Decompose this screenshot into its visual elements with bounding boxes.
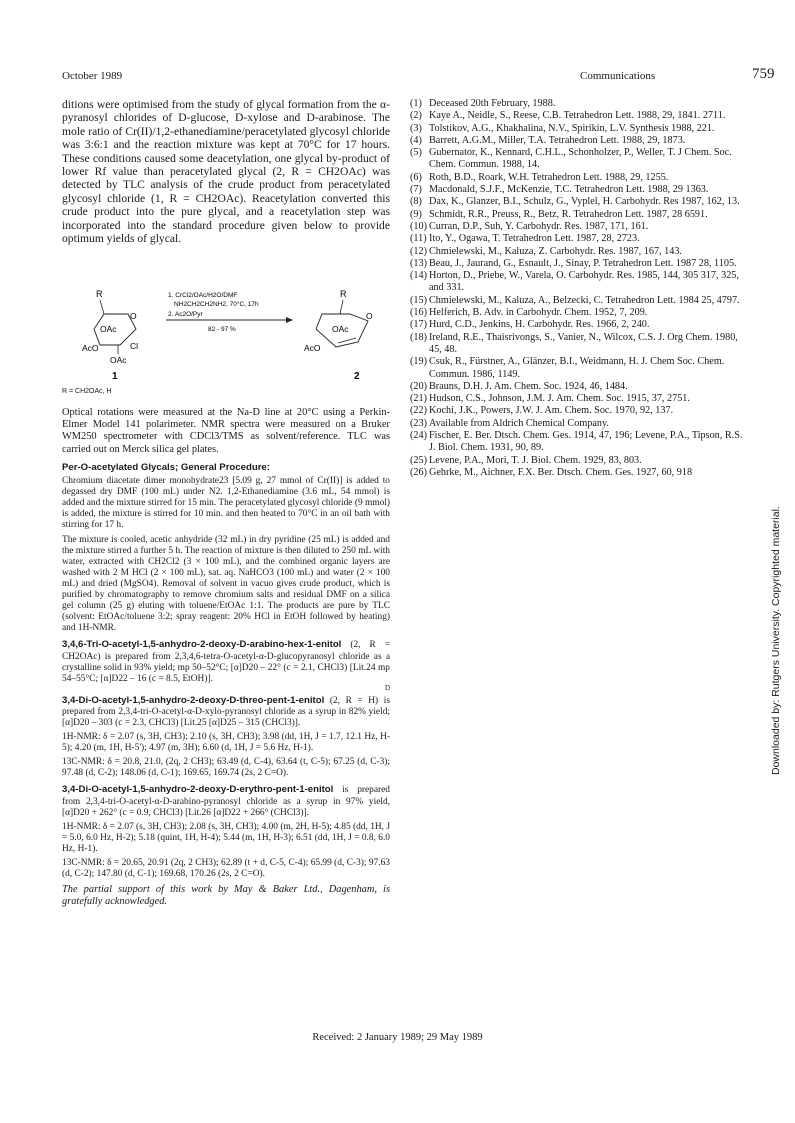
received-date: Received: 2 January 1989; 29 May 1989 — [312, 1032, 483, 1043]
reference-number: (8) — [410, 196, 422, 208]
compound-2-text: (2, R = H) is prepared from 2,3,4-tri-O-acetyl-α-D-xylo-pyranosyl chloride as a syrup in 82% yield; [α]D20 – 303 (c = 2.3, CHCl3) [Lit.25 [α]D25 – 315 (CHCl3)]. — [62, 695, 390, 728]
compound-3-hnmr: 1H-NMR: δ = 2.07 (s, 3H, CH3); 2.08 (s, 3H, CH3); 4.00 (m, 2H, H-5); 4.85 (dd, 1H, J = 5.0, 6.0 Hz, H-2); 5.18 (quint, 1H, H-4); 5.44 (m, 1H, H-3); 6.51 (dd, 1H, J = 0.8, 6.0 Hz, H-1). — [62, 821, 390, 854]
reference-number: (18) — [410, 331, 427, 343]
reference-item — [410, 209, 750, 221]
scheme-yield: 82 - 97 % — [208, 326, 236, 333]
reference-item — [410, 393, 750, 405]
reference-item — [410, 233, 750, 245]
procedure-paragraph-1: Chromium diacetate dimer monohydrate23 [5.09 g, 27 mmol of Cr(II)] is added to degassed dry DMF (100 mL) under N2. 1,2-Ethanediamine (3.6 mL, 54 mmol) is added and the mixture stirred for 15 min. The peracetylated glycosyl chloride (9 mmol) is added, the mixture is stirred for 10 min. and then heated to 70°C in an oil bath with stirring for 17 h. — [62, 476, 390, 531]
reaction-scheme — [82, 287, 390, 382]
reference-text: Chmielewski, M., Kaluza, Z. Carbohydr. Res. 1987, 167, 143. — [429, 245, 682, 257]
intro-text: ditions were optimised from the study of glycal formation from the α-pyranosyl chlorides of D-glucose, D-xylose and D-arabinose. The mole ratio of Cr(II)/1,2-ethanediamine/peracetylated glycosyl chloride was 3:6:1 and the reaction mixture was kept at 70°C for 17 hours. These conditions caused some deacetylation, one glycal by-product of lower Rf value than peracetylated glycal (2, R = CH2OAc) was detected by TLC analysis of the crude product from peracetylated glycosyl chloride (1, R = CH2OAc). Reacetylation converted this crude product into the pure glycal, and a reacetylation step was incorporated into the standard procedure given below to provide optimum yields of glycal. — [62, 98, 390, 246]
reference-item — [410, 123, 750, 135]
reference-text: Available from Aldrich Chemical Company. — [429, 417, 609, 429]
scheme-oac-2: OAc — [110, 355, 127, 365]
running-header-section: Communications — [580, 70, 656, 82]
reference-number: (26) — [410, 466, 427, 478]
reference-number: (7) — [410, 184, 422, 196]
reference-text: Beau, J., Jaurand, G., Esnault, J., Sinay, P. Tetrahedron Lett. 1987 28, 1105. — [429, 257, 737, 269]
reference-item — [410, 184, 750, 196]
acknowledgement: The partial support of this work by May & Baker Ltd., Dagenham, is gratefully acknowledged. — [62, 884, 390, 908]
compound-3-cnmr: 13C-NMR: δ = 20.65, 20.91 (2q, 2 CH3); 62.89 (t + d, C-5, C-4); 65.99 (d, C-3); 97.63 (d, C-2); 147.80 (d, C-1); 169.68, 170.26 (2s, 2 C=O). — [62, 858, 390, 880]
scheme-ring-o-right: O — [366, 311, 373, 321]
reference-item — [410, 467, 750, 479]
reference-text: Levene, P.A., Mori, T. J. Biol. Chem. 1929, 83, 803. — [429, 454, 642, 466]
reference-text: Curran, D.P., Suh, Y. Carbohydr. Res. 1987, 171, 161. — [429, 220, 649, 232]
compound-2-cnmr: 13C-NMR: δ = 20.8, 21.0, (2q, 2 CH3); 63.49 (d, C-4), 63.64 (t, C-5); 67.25 (d, C-3); 97.48 (d, C-2); 148.06 (d, C-1); 169.65, 169.74 (2s, 2 C=O). — [62, 757, 390, 779]
reference-item — [410, 381, 750, 393]
reference-text: Ito, Y., Ogawa, T. Tetrahedron Lett. 1987, 28, 2723. — [429, 233, 640, 245]
page-number: 759 — [752, 66, 775, 82]
reference-text: Csuk, R., Fürstner, A., Glänzer, B.I., Weidmann, H. J. Chem Soc. Chem. Commun. 1986, 1149. — [429, 356, 725, 380]
reference-text: Brauns, D.H. J. Am. Chem. Soc. 1924, 46, 1484. — [429, 380, 628, 392]
compound-3-heading: 3,4-Di-O-acetyl-1,5-anhydro-2-deoxy-D-erythro-pent-1-enitol — [62, 784, 334, 796]
procedure-heading: Per-O-acetylated Glycals; General Procedure: — [62, 462, 270, 473]
reference-item — [410, 221, 750, 233]
reference-text: Roth, B.D., Roark, W.H. Tetrahedron Lett. 1988, 29, 1255. — [429, 171, 669, 183]
reference-number: (4) — [410, 134, 422, 146]
scheme-aco-1: AcO — [82, 343, 99, 353]
scheme-r-right: R — [340, 289, 347, 299]
reference-item — [410, 270, 750, 295]
intro-paragraph — [62, 98, 390, 245]
reference-number: (2) — [410, 110, 422, 122]
scheme-cl: Cl — [130, 341, 139, 351]
reference-text: Barrett, A.G.M., Miller, T.A. Tetrahedron Lett. 1988, 29, 1873. — [429, 134, 686, 146]
compound-3-block — [62, 784, 390, 818]
compound-1-text: (2, R = CH2OAc) is prepared from 2,3,4,6-tetra-O-acetyl-α-D-glucopyranosyl chloride as a crystalline solid in 93% yield; mp 50–52°C; [α]D20 – 22° (c = 2.1, CHCl3) [Lit.24 mp 54–55°C; [α]D22 – 16 (c = 8.5, EtOH)]. — [62, 640, 390, 684]
reference-item — [410, 332, 750, 357]
compound-2-hnmr: 1H-NMR: δ = 2.07 (s, 3H, CH3); 2.10 (s, 3H, CH3); 3.98 (dd, 1H, J = 1.7, 12.1 Hz, H-5); 4.20 (m, 1H, H-5'); 4.97 (m, 3H); 6.60 (d, 1H, J = 5.6 Hz, H-1). — [62, 732, 390, 754]
reference-text: Hudson, C.S., Johnson, J.M. J. Am. Chem. Soc. 1915, 37, 2751. — [429, 393, 690, 405]
scheme-reagent-line2: NH2CH2CH2NH2, 70°C, 17h — [174, 301, 259, 308]
reference-item — [410, 135, 750, 147]
reference-number: (13) — [410, 257, 427, 269]
reference-number: (20) — [410, 380, 427, 392]
reference-text: Schmidt, R.R., Preuss, R., Betz, R. Tetrahedron Lett. 1987, 28 6591. — [429, 208, 708, 220]
compound-label-1: 1 — [112, 371, 118, 382]
reference-item — [410, 196, 750, 208]
reference-number: (14) — [410, 270, 427, 282]
reference-item — [410, 110, 750, 122]
reference-number: (24) — [410, 430, 427, 442]
reference-number: (17) — [410, 319, 427, 331]
scheme-reagent-line3: 2. Ac2O/Pyr — [168, 311, 203, 318]
scheme-oac-1: OAc — [100, 324, 117, 334]
reference-text: Macdonald, S.J.F., McKenzie, T.C. Tetrahedron Lett. 1988, 29 1363. — [429, 184, 709, 196]
reference-item — [410, 295, 750, 307]
reference-text: Hurd, C.D., Jenkins, H. Carbohydr. Res. 1966, 2, 240. — [429, 319, 650, 331]
reference-item — [410, 418, 750, 430]
compound-2-heading: 3,4-Di-O-acetyl-1,5-anhydro-2-deoxy-D-threo-pent-1-enitol — [62, 694, 325, 706]
reference-number: (15) — [410, 294, 427, 306]
reference-text: Gubernator, K., Kennard, C.H.L., Schonholzer, P., Weller, T. J Chem. Soc. Chem. Commun. 1988, 14. — [429, 147, 732, 171]
reference-item — [410, 405, 750, 417]
reference-number: (3) — [410, 122, 422, 134]
compound-1-block — [62, 639, 390, 691]
scheme-r-note: R = CH2OAc, H — [62, 388, 112, 395]
scheme-r-left: R — [96, 289, 103, 299]
reference-text: Helferich, B. Adv. in Carbohydr. Chem. 1952, 7, 209. — [429, 307, 648, 319]
reference-item — [410, 307, 750, 319]
reference-item — [410, 172, 750, 184]
reference-text: Kochi, J.K., Powers, J.W. J. Am. Chem. Soc. 1970, 92, 137. — [429, 405, 674, 417]
scheme-ring-o-left: O — [130, 311, 137, 321]
reference-number: (12) — [410, 245, 427, 257]
reference-number: (11) — [410, 233, 427, 245]
reference-text: Ireland, R.E., Thaisrivongs, S., Vanier, N., Wilcox, C.S. J. Org Chem. 1980, 45, 48. — [429, 331, 738, 355]
reference-item — [410, 147, 750, 172]
reference-text: Chmielewski, M., Kaluza, A., Belzecki, C. Tetrahedron Lett. 1984 25, 4797. — [429, 294, 740, 306]
compound-label-2: 2 — [354, 371, 360, 382]
running-header-date: October 1989 — [62, 70, 123, 82]
download-watermark-text: Downloaded by: Rutgers University. Copyrighted material. — [770, 506, 782, 775]
reference-number: (6) — [410, 171, 422, 183]
reference-text: Tolstikov, A.G., Khakhalina, N.V., Spirikin, L.V. Synthesis 1988, 221. — [429, 122, 715, 134]
procedure-paragraph-2: The mixture is cooled, acetic anhydride (32 mL) in dry pyridine (25 mL) is added and the mixture stirred a further 5 h. The reaction of mixture is then diluted to 250 mL with water, extracted with CH2Cl2 (3 × 100 mL), and the combined organic layers are washed with 2 M HCl (2 × 100 mL), sat. aq. NaHCO3 (100 mL) and water (2 × 100 mL) and dried (MgSO4). Removal of solvent in vacuo gives crude product, which is purified by chromatography to remove chromium salts and residual DMF on a silica gel column (25 g) eluting with toluene/EtOAc 1:1. The products are pure by TLC (solvent: EtOAc/toluene 3:2; spray reagent: 20% HCl in EtOH followed by heating) and 1H-NMR. — [62, 534, 390, 634]
reference-text: Kaye A., Neidle, S., Reese, C.B. Tetrahedron Lett. 1988, 29, 1841. 2711. — [429, 110, 726, 122]
reference-text: Deceased 20th February, 1988. — [429, 98, 556, 109]
compound-2-block — [62, 695, 390, 729]
reference-item — [410, 246, 750, 258]
rotation-paragraph: Optical rotations were measured at the Na-D line at 20°C using a Perkin-Elmer Model 141 polarimeter. NMR spectra were measured on a Bruker WM250 spectrometer with CDCl3/TMS as solvent/reference. TLC was carried out on Merck silica gel plates. — [62, 407, 390, 455]
reference-item — [410, 356, 750, 381]
reference-item — [410, 258, 750, 270]
reference-item — [410, 430, 750, 455]
scheme-oac-3: OAc — [332, 324, 349, 334]
references-list — [410, 98, 750, 479]
compound-3-text: is prepared from 2,3,4-tri-O-acetyl-α-D-arabino-pyranosyl chloride as a syrup in 97% yield, [α]D20 + 262° (c = 0.9, CHCl3) [Lit.26 [α]D22 + 266° (CHCl3)]. — [62, 785, 390, 818]
reference-number: (22) — [410, 405, 427, 417]
reference-item — [410, 98, 750, 110]
reference-text: Fischer, E. Ber. Dtsch. Chem. Ges. 1914, 47, 196; Levene, P.A., Tipson, R.S. J. Biol. Chem. 1931, 90, 89. — [429, 430, 743, 454]
reference-number: (23) — [410, 417, 427, 429]
reference-text: Horton, D., Priebe, W., Varela, O. Carbohydr. Res. 1985, 144, 305 317, 325, and 331. — [429, 270, 739, 294]
reference-text: Dax, K., Glanzer, B.I., Schulz, G., Vyplel, H. Carbohydr. Res 1987, 162, 13. — [429, 196, 740, 208]
reference-number: (5) — [410, 147, 422, 159]
reference-item — [410, 319, 750, 331]
reference-text: Gehrke, M., Aichner, F.X. Ber. Dtsch. Chem. Ges. 1927, 60, 918 — [429, 466, 693, 478]
compound-1-heading: 3,4,6-Tri-O-acetyl-1,5-anhydro-2-deoxy-D-arabino-hex-1-enitol — [62, 639, 342, 651]
reference-number: (25) — [410, 454, 427, 466]
reference-item — [410, 455, 750, 467]
experimental-section — [62, 462, 390, 912]
reference-number: (16) — [410, 307, 427, 319]
reference-number: (1) — [410, 98, 422, 109]
compound-1-d: D — [384, 683, 390, 692]
reference-number: (19) — [410, 356, 427, 368]
reference-number: (9) — [410, 208, 422, 220]
reference-number: (21) — [410, 393, 427, 405]
scheme-reagent-line1: 1. CrCl2/OAc/H2O/DMF — [168, 292, 238, 299]
reference-number: (10) — [410, 220, 427, 232]
scheme-aco-2: AcO — [304, 343, 321, 353]
